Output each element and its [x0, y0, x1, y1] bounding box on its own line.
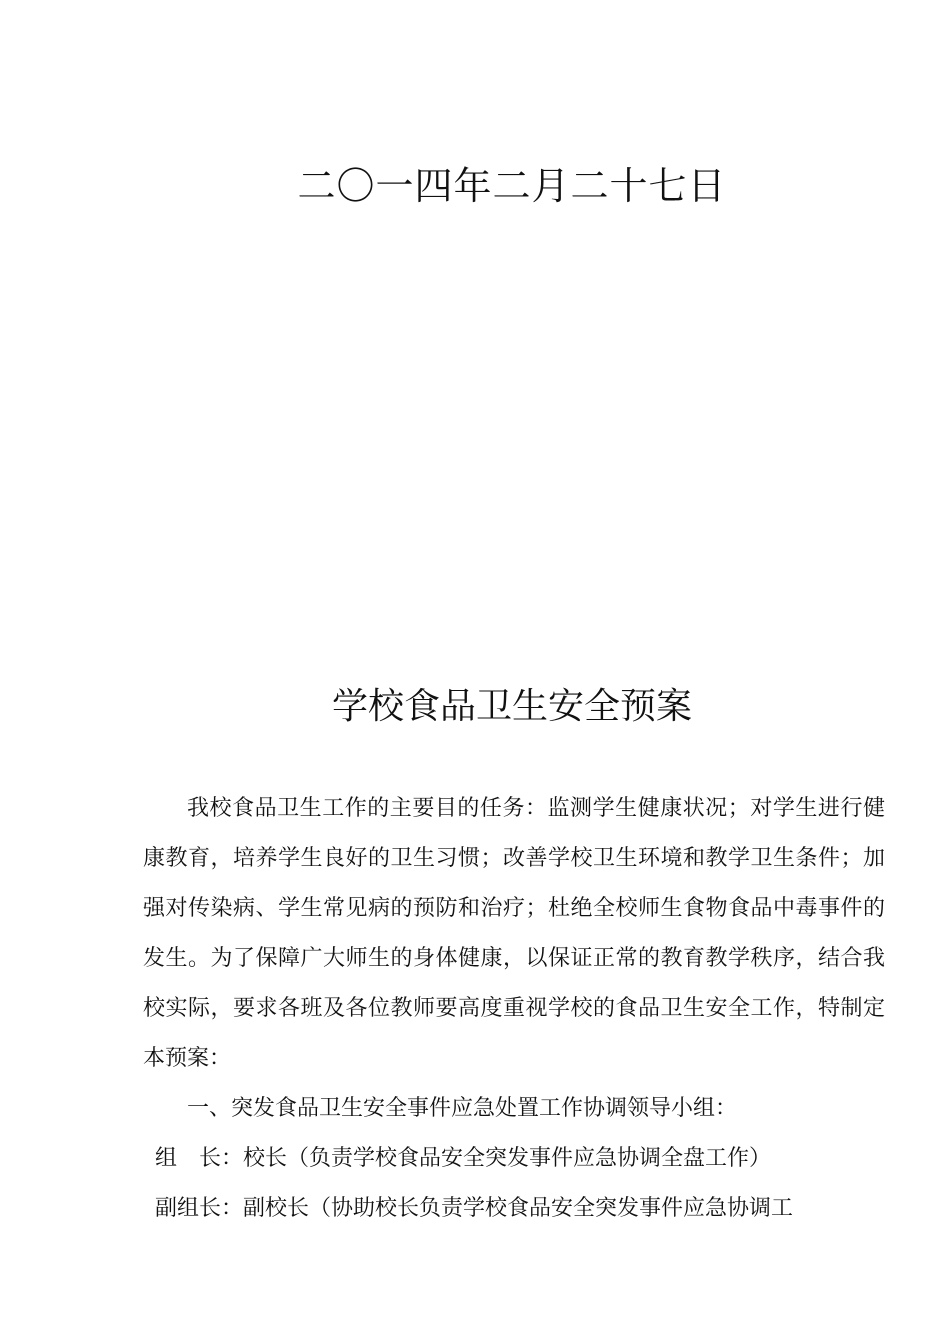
deputy-leader-role-line: 副组长：副校长（协助校长负责学校食品安全突发事件应急协调工 [155, 1196, 794, 1221]
section-heading: 一、突发食品卫生安全事件应急处置工作协调领导小组： [187, 1096, 738, 1121]
document-date: 二〇一四年二月二十七日 [297, 164, 727, 208]
document-body [143, 784, 885, 1234]
leader-role-line: 组 长：校长（负责学校食品安全突发事件应急协调全盘工作） [155, 1146, 772, 1171]
document-title: 学校食品卫生安全预案 [331, 686, 692, 727]
intro-paragraph: 我校食品卫生工作的主要目的任务：监测学生健康状况；对学生进行健康教育，培养学生良好的卫生习惯；改善学校卫生环境和教学卫生条件；加强对传染病、学生常见病的预防和治疗；杜绝全校师生食物食品中毒事件的发生。为了保障广大师生的身体健康，以保证正常的教育教学秩序，结合我校实际，要求各班及各位教师要高度重视学校的食品卫生安全工作，特制定本预案： [143, 796, 885, 1071]
